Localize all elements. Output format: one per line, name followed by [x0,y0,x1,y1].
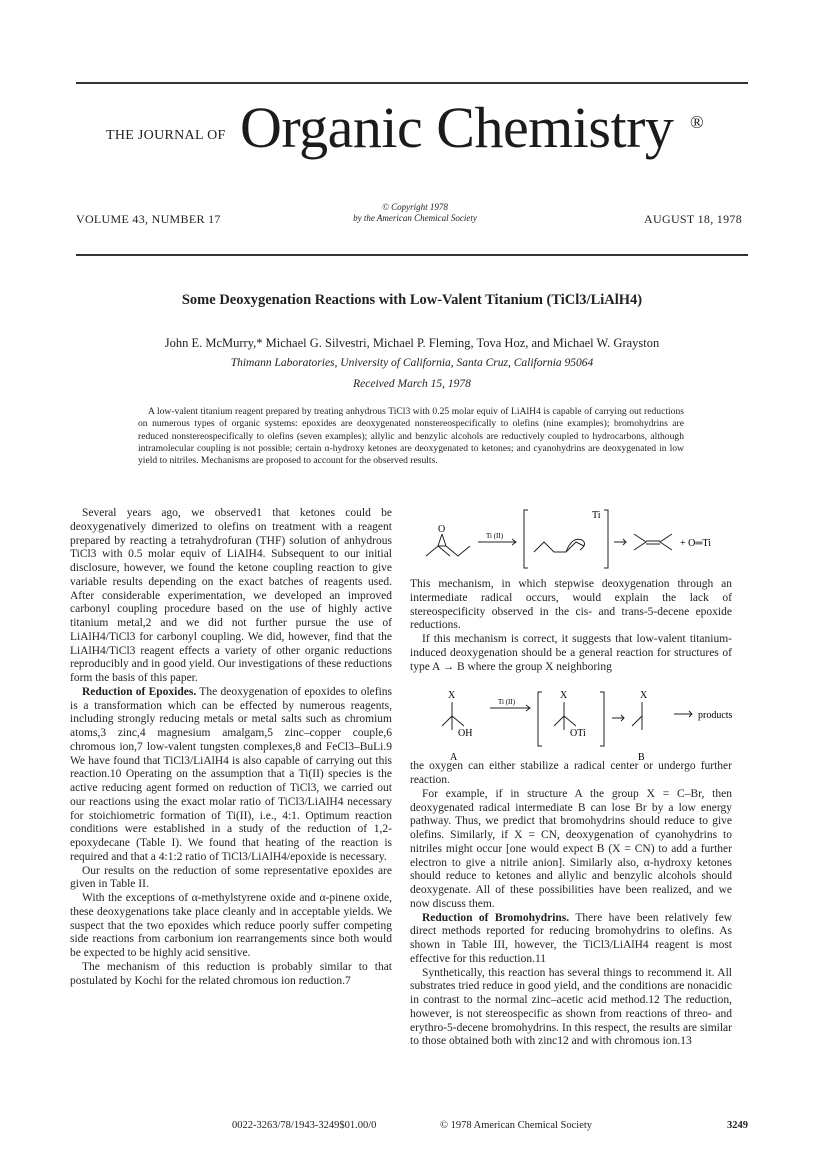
journal-name: Organic Chemistry [240,95,674,160]
epoxide-bond [446,546,470,556]
olefin-product [634,534,646,550]
paragraph: Several years ago, we observed1 that ketones could be deoxygenatively dimerized to olefins on treatment with a reagent prepared by reacting a tetrahydrofuran (THF) solution of anhydrous TiCl3 with 0.5 molar equiv of LiAlH4. Subsequent to our initial disclosure, however, we found the ketone coupling reaction to give variable results depending on the exact batches of reagents used. After considerable experimentation, we developed an improved carbonyl coupling procedure based on the use of highly active titanium metal,2 and we did not further pursue the use of LiAlH4/TiCl3 for carbonyl coupling. We did, however, find that the LiAlH4/TiCl3 reagent effects a variety of other organic reductions reproducibly and in good yield. Our investigations of these reductions form the basis of this paper. [70,507,392,684]
masthead-bottom-rule [76,254,748,256]
section-heading: Reduction of Bromohydrins. [422,911,570,924]
products-label: products [698,710,733,721]
abstract: A low-valent titanium reagent prepared by treating anhydrous TiCl3 with 0.25 molar equiv of LiAlH4 is capable of carrying out reductions on numerous types of organic systems: epoxides are deoxygenated nonstereospecifically to olefins (nine examples); bromohydrins are reduced nonstereospecifically to olefins (seven examples); allylic and benzylic alcohols are reductively coupled to hydrocarbons, although intramolecular coupling is not possible; certain α-hydroxy ketones are deoxygenated to ketones; and cyanohydrins are deoxygenated in low yield to nitriles. Mechanisms are proposed to account for the observed results. [138,406,684,467]
olefin-product [660,534,672,550]
paragraph: This mechanism, in which stepwise deoxygenation through an intermediate radical occurs, would explain the lack of stereospecificity observed in the cis- and trans-5-decene epoxide reductions. [410,578,732,632]
paragraph-text: The deoxygenation of epoxides to olefins is a transformation which can be effected by numerous reagents, including strongly reducing metals or metal salts such as chromium atoms,3 zinc,4 magnesium amalgam,5 zinc–copper couple,6 chromous ion,7 low-valent tungsten complexes,8 and FeCl3–BuLi.9 We have found that TiCl3/LiAlH4 is also capable of carrying out this reaction.10 Operating on the assumption that a Ti(II) species is the active reducing agent formed on reduction of TiCl3, we carried out our reactions using the exact molar ratio of TiCl3/LiAlH4 necessary for stoichiometric formation of Ti(II), i.e., 4:1. Optimum reaction conditions were established in a study of the reduction of 1,2-epoxydecane (Table I). We found that heating of the reaction is required and that a 4:1:2 ratio of TiCl3/LiAlH4/epoxide is necessary. [70,685,392,863]
reagent-label: Ti (II) [486,532,504,540]
journal-prefix: THE JOURNAL OF [106,128,226,143]
titanium-label: Ti [592,510,601,521]
scheme-spacer [410,674,732,760]
structure-a-label: A [450,752,458,763]
epoxide-bond [442,534,446,546]
paragraph: If this mechanism is correct, it suggests that low-valent titanium-induced deoxygenation should be a general reaction for structures of type A → B where the group X neighboring [410,633,732,673]
footer-issn: 0022-3263/78/1943-3249$01.00/0 [232,1120,377,1131]
affiliation: Thimann Laboratories, University of California, Santa Cruz, California 95064 [230,357,594,369]
top-rule [76,82,748,84]
volume-number: VOLUME 43, NUMBER 17 [76,212,221,226]
paragraph: For example, if in structure A the group X = C–Br, then deoxygenated radical intermediate B can lose Br by a low energy pathway. Thus, we predict that bromohydrins should reduce to give olefins. Similarly, if X = CN, deoxygenation of cyanohydrins to nitriles might occur [one would expect B (X = CN) to add a further electron to give a nitrile anion]. Similarly also, α-hydroxy ketones should reduce to ketones and allylic and benzylic alcohols should deoxygenate. All of these possibilities have been realized, and we now discuss them. [410,787,732,910]
x-group-label: X [448,690,456,701]
x-group-label: X [640,690,648,701]
author-list: John E. McMurry,* Michael G. Silvestri, Michael P. Fleming, Tova Hoz, and Michael W. Grayston [164,336,660,350]
left-column [70,507,392,988]
bracket-left [524,510,528,568]
byproduct-label: + O═Ti [680,538,711,549]
received-date: Received March 15, 1978 [353,378,471,390]
copyright-notice [330,202,500,224]
bracket-right [604,510,608,568]
hydroxyl-label: OH [458,728,473,739]
right-column [410,578,732,1049]
paragraph [410,912,732,967]
issue-date: AUGUST 18, 1978 [644,212,742,226]
oxygen-label: O [438,524,446,535]
article-title: Some Deoxygenation Reactions with Low-Valent Titanium (TiCl3/LiAlH4) [181,292,643,308]
epoxide-bond [426,546,450,556]
radical-intermediate [566,539,585,552]
paragraph: Our results on the reduction of some representative epoxides are given in Table II. [70,864,392,891]
paragraph: Synthetically, this reaction has several things to recommend it. All substrates tried reduce in good yield, and the conditions are nonacidic in contrast to the normal zinc–acetic acid method.12 The reduction, however, is not stereospecific as shown from reactions of threo- and erythro-5-decene bromohydrins. In this respect, the results are similar to those obtained both with zinc12 and with chromous ion.13 [410,966,732,1048]
page-number: 3249 [727,1120,748,1131]
epoxide-bond [438,534,442,546]
paragraph: the oxygen can either stabilize a radical center or undergo further reaction. [410,760,732,786]
paragraph: With the exceptions of α-methylstyrene oxide and α-pinene oxide, these deoxygenations take place cleanly and in acceptable yields. We suspect that the two epoxides which reduce poorly suffer competing side reactions from carbonium ion rearrangements since both would be expected to be highly acid sensitive. [70,892,392,959]
radical-intermediate [534,542,584,552]
paragraph: The mechanism of this reduction is probably similar to that postulated by Kochi for the related chromous ion reduction.7 [70,960,392,987]
footer-copyright: © 1978 American Chemical Society [440,1120,593,1131]
x-group-label: X [560,690,568,701]
section-heading: Reduction of Epoxides. [82,685,197,698]
structure-b-label: B [638,752,645,763]
paragraph [70,686,392,865]
copyright-line-2: by the American Chemical Society [353,213,477,223]
epoxide-mechanism-scheme [416,506,748,572]
paragraph-text: There have been relatively few direct methods reported for reducing bromohydrins to olefins. As shown in Table III, however, the TiCl3/LiAlH4 reagent is most effective for this reduction.11 [410,911,732,965]
titanium-oxide-label: OTi [570,728,586,739]
copyright-line-1: © Copyright 1978 [382,202,448,212]
reagent-label: Ti (II) [498,698,516,706]
registered-mark: ® [690,112,704,132]
